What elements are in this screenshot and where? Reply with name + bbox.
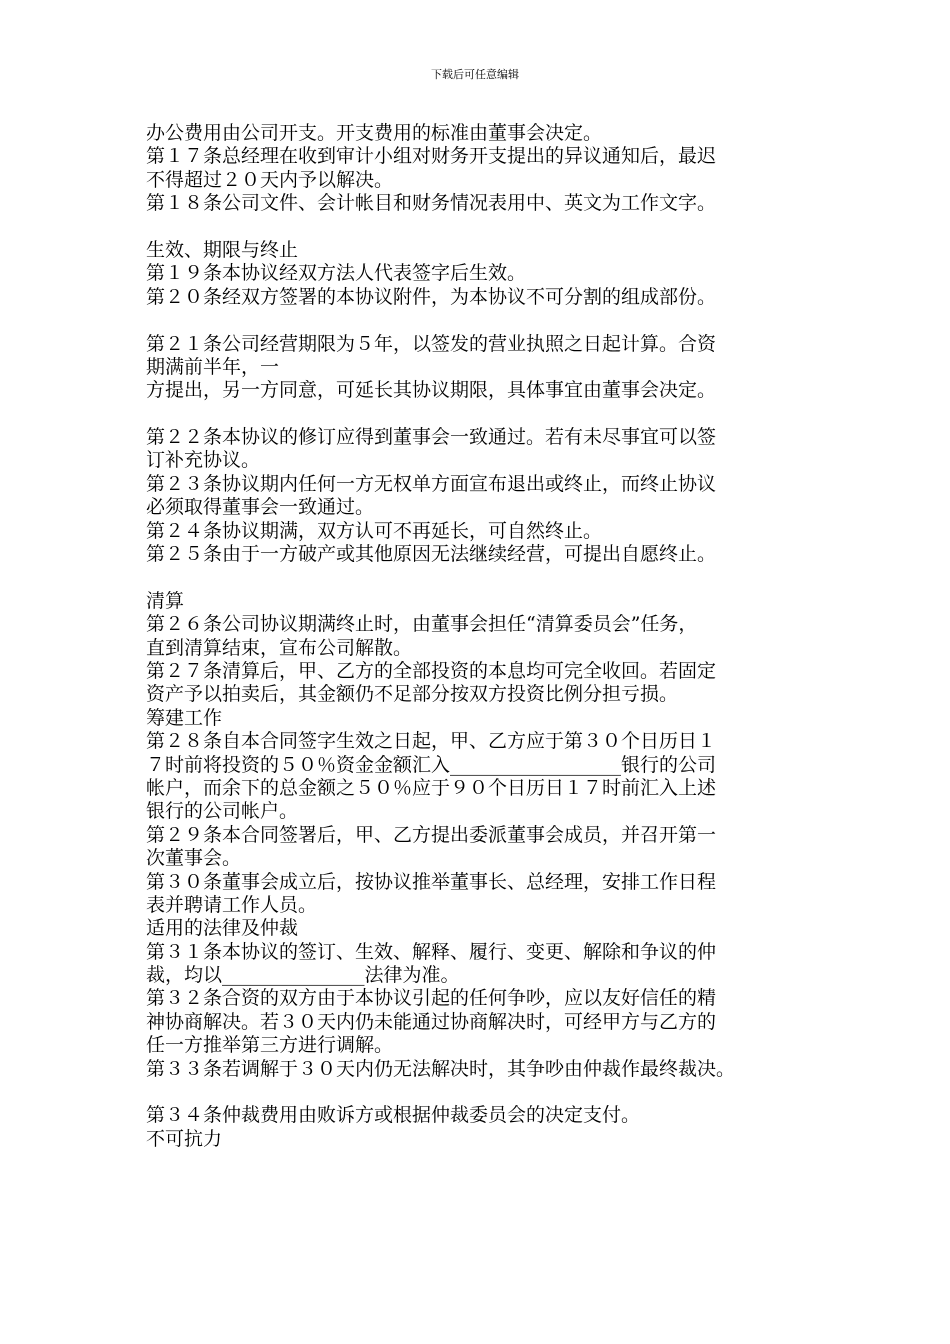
text-line: 第２５条由于一方破产或其他原因无法继续经营，可提出自愿终止。 xyxy=(146,543,717,566)
text-line: 第２６条公司协议期满终止时，由董事会担任“清算委员会”任务， xyxy=(146,613,698,636)
page-header: 下载后可任意编辑 xyxy=(431,68,519,81)
text-line: 适用的法律及仲裁 xyxy=(146,917,299,940)
text-line: 不得超过２０天内予以解决。 xyxy=(146,168,394,191)
document-body xyxy=(146,122,806,1151)
text-line: 神协商解决。若３０天内仍未能通过协商解决时，可经甲方与乙方的 xyxy=(146,1010,717,1033)
text-line: 第１８条公司文件、会计帐目和财务情况表用中、英文为工作文字。 xyxy=(146,192,717,215)
text-line: 第１９条本协议经双方法人代表签字后生效。 xyxy=(146,262,527,285)
text-line: 第１７条总经理在收到审计小组对财务开支提出的异议通知后，最迟 xyxy=(146,145,717,168)
text-line: 清算 xyxy=(146,589,185,612)
text-line: 第２９条本合同签署后，甲、乙方提出委派董事会成员，并召开第一 xyxy=(146,823,717,846)
text-line: 帐户，而余下的总金额之５０％应于９０个日历日１７时前汇入上述 xyxy=(146,776,717,799)
text-line: 生效、期限与终止 xyxy=(146,238,299,261)
text-line: 第２２条本协议的修订应得到董事会一致通过。若有未尽事宜可以签 xyxy=(146,426,717,449)
text-line: 不可抗力 xyxy=(146,1127,223,1150)
text-line: 银行的公司帐户。 xyxy=(146,800,299,823)
text-line: 任一方推举第三方进行调解。 xyxy=(146,1034,394,1057)
blank-line xyxy=(146,216,806,239)
text-line: 直到清算结束，宣布公司解散。 xyxy=(146,636,413,659)
text-line: 筹建工作 xyxy=(146,706,223,729)
text-line: 表并聘请工作人员。 xyxy=(146,893,318,916)
text-line: 第３０条董事会成立后，按协议推举董事长、总经理，安排工作日程 xyxy=(146,870,717,893)
text-line: 第２４条协议期满，双方认可不再延长，可自然终止。 xyxy=(146,519,603,542)
text-line: 办公费用由公司开支。开支费用的标准由董事会决定。 xyxy=(146,122,603,144)
text-line: ７时前将投资的５０％资金金额汇入__________________银行的公司 xyxy=(146,753,717,776)
blank-line xyxy=(146,309,806,332)
text-line: 第３１条本协议的签订、生效、解释、履行、变更、解除和争议的仲 xyxy=(146,940,717,963)
blank-line xyxy=(146,403,806,426)
text-line: 第３３条若调解于３０天内仍无法解决时，其争吵由仲裁作最终裁决。 xyxy=(146,1057,736,1080)
text-line: 第２８条自本合同签字生效之日起，甲、乙方应于第３０个日历日１ xyxy=(146,730,717,753)
blank-line xyxy=(146,566,806,589)
text-line: 第２１条公司经营期限为５年，以签发的营业执照之日起计算。合资 xyxy=(146,332,717,355)
text-line: 第３２条合资的双方由于本协议引起的任何争吵，应以友好信任的精 xyxy=(146,987,717,1010)
text-line: 第２０条经双方签署的本协议附件，为本协议不可分割的组成部份。 xyxy=(146,285,717,308)
text-line: 裁，均以_______________法律为准。 xyxy=(146,964,460,987)
text-line: 第２３条协议期内任何一方无权单方面宣布退出或终止，而终止协议 xyxy=(146,472,717,495)
text-line: 第３４条仲裁费用由败诉方或根据仲裁委员会的决定支付。 xyxy=(146,1104,641,1127)
text-line: 订补充协议。 xyxy=(146,449,261,472)
text-line: 期满前半年，一 xyxy=(146,355,280,378)
blank-line xyxy=(146,1081,806,1104)
text-line: 方提出，另一方同意，可延长其协议期限，具体事宜由董事会决定。 xyxy=(146,379,717,402)
text-line: 次董事会。 xyxy=(146,847,242,870)
text-line: 资产予以拍卖后，其金额仍不足部分按双方投资比例分担亏损。 xyxy=(146,683,679,706)
text-line: 必须取得董事会一致通过。 xyxy=(146,496,375,519)
text-line: 第２７条清算后，甲、乙方的全部投资的本息均可完全收回。若固定 xyxy=(146,659,717,682)
